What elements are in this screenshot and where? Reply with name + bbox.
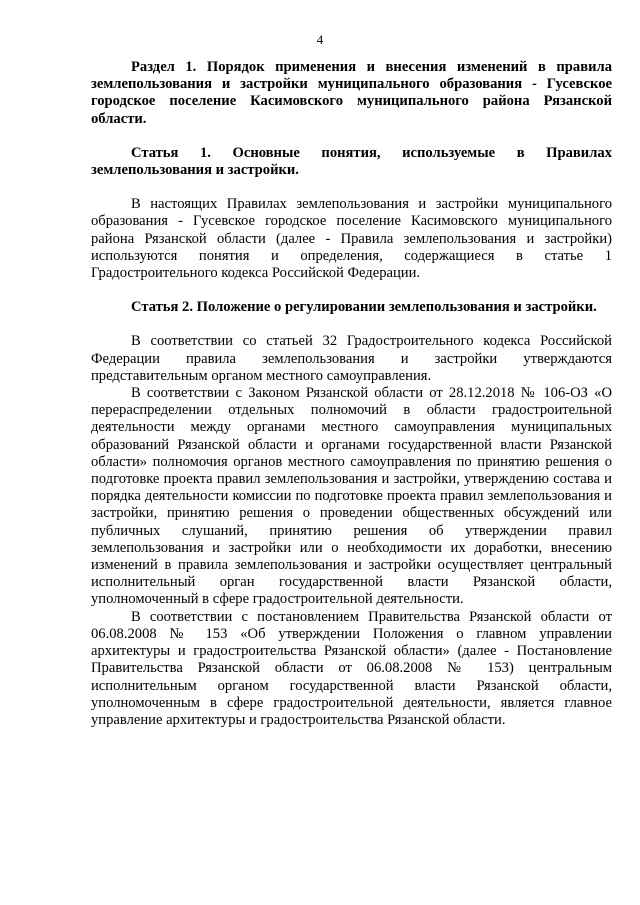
document-body: [91, 59, 612, 729]
article-1-paragraph: В настоящих Правилах землепользования и застройки муниципального образования - Гусевское городское поселение Касимовского муниципального района Рязанской области (далее - Правила землепользования и застройки) используются понятия и определения, содержащиеся в статье 1 Градостроительного кодекса Российской Федерации.: [91, 196, 612, 282]
section-title: Раздел 1. Порядок применения и внесения изменений в правила землепользования и застройки муниципального образования - Гусевское городское поселение Касимовского муниципального района Рязанской области.: [91, 59, 612, 127]
page-number: 4: [316, 32, 324, 47]
article-1-body: [91, 196, 612, 282]
article-1-title: Статья 1. Основные понятия, используемые в Правилах землепользования и застройки.: [91, 144, 612, 179]
article-2-paragraph: В соответствии с постановлением Правительства Рязанской области от 06.08.2008 № 153 «Об утверждении Положения о главном управлении архитектуры и градостроительства Рязанской области» (далее - Постановление Правительства Рязанской области от 06.08.2008 № 153) центральным исполнительным органом государственной власти Рязанской области, уполномоченным в сфере градостроительной деятельности, является главное управление архитектуры и градостроительства Рязанской области.: [91, 608, 612, 728]
article-2-body: [91, 333, 612, 729]
article-2-title: Статья 2. Положение о регулировании землепользования и застройки.: [131, 299, 597, 316]
article-2-paragraph: В соответствии со статьей 32 Градостроительного кодекса Российской Федерации правила землепользования и застройки утверждаются представительным органом местного самоуправления.: [91, 333, 612, 384]
article-2-paragraph: В соответствии с Законом Рязанской области от 28.12.2018 № 106-ОЗ «О перераспределении отдельных полномочий в области градостроительной деятельности между органами местного самоуправления муниципальных образований Рязанской области и органами государственной власти Рязанской области» полномочия органов местного самоуправления по принятию решения о подготовке проекта правил землепользования и застройки, утверждению состава и порядка деятельности комиссии по подготовке проекта правил землепользования и застройки, принятию решения о проведении общественных обсуждений или публичных слушаний, принятию решения об утверждении правил землепользования и застройки или о необходимости их доработки, внесению изменений в правила землепользования и застройки осуществляет центральный исполнительный орган государственной власти Рязанской области, уполномоченный в сфере градостроительной деятельности.: [91, 385, 612, 608]
